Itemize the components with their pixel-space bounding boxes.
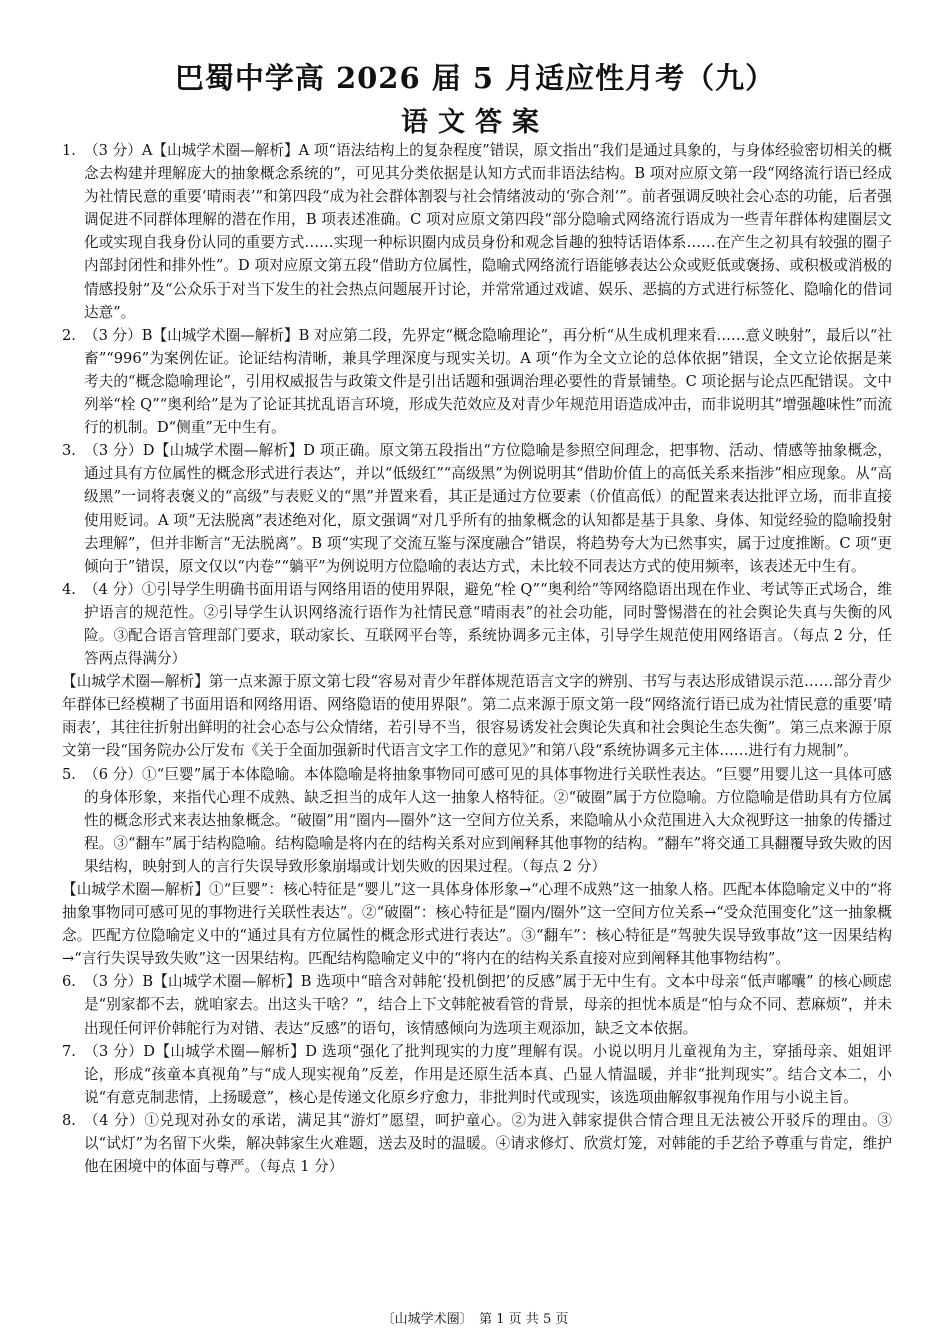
answer-text: （4 分）①引导学生明确书面用语与网络用语的使用界限，避免“栓 Q”“奥利给”等网络隐语出现在作业、考试等正式场合，维护语言的规范性。②引导学生认识网络流行语作为社情民意“晴雨表”的社会功能，同时警惕潜在的社会舆论失真与失衡的风险。③配合语言管理部门要求，联动家长、互联网平台等，系统协调多元主体，引导学生规范使用网络语言。（每点 2 分，任答两点得满分） bbox=[84, 580, 892, 668]
answer-number: 6. bbox=[62, 973, 76, 991]
page-title: 巴蜀中学高 2026 届 5 月适应性月考（九） bbox=[174, 61, 776, 95]
answer-list bbox=[62, 139, 892, 1178]
answer-analysis: 【山城学术圈—解析】①“巨婴”：核心特征是“婴儿”这一具体身体形象→“心理不成熟”这一抽象人格。匹配本体隐喻定义中的“将抽象事物同可感可见的事物进行关联性表达”。②“破圈”：核心特征是“圈内/圈外”这一空间方位关系→“受众范围变化”这一抽象概念。匹配方位隐喻定义中的“通过具有方位属性的概念形式进行表达”。③“翻车”：核心特征是“驾驶失误导致事故”这一因果结构→“言行失误导致失败”这一因果结构。匹配结构隐喻定义中的“将内在的结构关系直接对应到阐释其他事物结构”。 bbox=[62, 881, 892, 968]
answer-item-6 bbox=[62, 970, 892, 1039]
answer-item-2 bbox=[62, 324, 892, 439]
answer-item-1 bbox=[62, 139, 892, 324]
answer-text: （3 分）D【山城学术圈—解析】D 选项“强化了批判现实的力度”理解有误。小说以明月儿童视角为主，穿插母亲、姐姐评论，形成“孩童本真视角”与“成人现实视角”反差，作用是还原生活本真、凸显人情温暖，并非“批判现实”。结合文本二，小说“有意克制悲情，上扬暖意”，核心是传递文化原乡疗愈力，非批判时代或现实，该选项曲解叙事视角作用与小说主旨。 bbox=[84, 1042, 892, 1106]
answer-item-3 bbox=[62, 439, 892, 578]
answer-text: （3 分）B【山城学术圈—解析】B 选项中“暗含对韩舵‘投机倒把’的反感”属于无中生有。文本中母亲“低声嘟囔” 的核心顾虑是“别家都不去，就咱家去。出这头干啥？”，结合上下文韩舵被看管的背景，母亲的担忧本质是“怕与众不同、惹麻烦”，并未出现任何评价韩舵行为对错、表达“反感”的语句，该情感倾向为选项主观添加，缺乏文本依据。 bbox=[84, 973, 892, 1037]
answer-item-8 bbox=[62, 1109, 892, 1178]
answer-text: （3 分）D【山城学术圈—解析】D 项正确。原文第五段指出“方位隐喻是参照空间理念，把事物、活动、情感等抽象概念，通过具有方位属性的概念形式进行表达”，并以“低级红”“高级黑”为例说明其“借助价值上的高低关系来指涉”相应现象。从“高级黑”一词将表褒义的“高级”与表贬义的“黑”并置来看，其正是通过方位要素（价值高低）的配置来表达批评立场，而非直接使用贬词。A 项“无法脱离”表述绝对化，原文强调“对几乎所有的抽象概念的认知都是基于具象、身体、知觉经验的隐喻投射去理解”，但并非断言“无法脱离”。B 项“实现了交流互鉴与深度融合”错误，将趋势夸大为已然事实，属于过度推断。C 项“更倾向于”错误，原文仅以“内卷”“躺平”为例说明方位隐喻的表达方式，未比较不同表达方式的使用频率，该表述无中生有。 bbox=[84, 442, 892, 575]
answer-item-7 bbox=[62, 1040, 892, 1109]
answer-number: 3. bbox=[62, 442, 76, 460]
answer-number: 2. bbox=[62, 326, 76, 344]
subject-title: 语文答案 bbox=[401, 107, 549, 138]
answer-number: 5. bbox=[62, 765, 76, 783]
answer-number: 1. bbox=[62, 142, 76, 159]
answer-text: （4 分）①兑现对孙女的承诺，满足其“游灯”愿望，呵护童心。②为进入韩家提供合情合理且无法被公开驳斥的理由。③以“试灯”为名留下火柴，解决韩家生火难题，送去及时的温暖。④请求修灯、欣赏灯笼，对韩能的手艺给予尊重与肯定，维护他在困境中的体面与尊严。（每点 1 分） bbox=[84, 1111, 892, 1176]
answer-text: （3 分）B【山城学术圈—解析】B 对应第二段，先界定“概念隐喻理论”，再分析“从生成机理来看……意义映射”，最后以“社畜”“996”为案例佐证。论证结构清晰，兼具学理深度与现实关切。A 项“作为全文立论的总体依据”错误，全文立论依据是莱考夫的“概念隐喻理论”，引用权威报告与政策文件是引出话题和强调治理必要性的背景铺垫。C 项论据与论点匹配错误。文中列举“栓 Q”“奥利给”是为了论证其扰乱语言环境，形成失范效应及对青少年规范用语造成冲击，而非说明其“增强趣味性”而流行的机制。D“侧重”无中生有。 bbox=[84, 326, 892, 437]
answer-text: （6 分）①“巨婴”属于本体隐喻。本体隐喻是将抽象事物同可感可见的具体事物进行关联性表达。“巨婴”用婴儿这一具体可感的身体形象，来指代心理不成熟、缺乏担当的成年人这一抽象人格特征。②“破圈”属于方位隐喻。方位隐喻是借助具有方位属性的概念形式来表达抽象概念。“破圈”用“圈内—圈外”这一空间方位关系，来隐喻从小众范围进入大众视野这一抽象的传播过程。③“翻车”属于结构隐喻。结构隐喻是将内在的结构关系对应到阐释其他事物的结构。“翻车”将交通工具翻覆导致失败的因果结构，映射到人的言行失误导致形象崩塌或计划失败的因果过程。（每点 2 分） bbox=[84, 765, 892, 875]
answer-number: 8. bbox=[62, 1111, 76, 1129]
answer-text: （3 分）A【山城学术圈—解析】A 项“语法结构上的复杂程度”错误，原文指出“我们是通过具象的，与身体经验密切相关的概念去构建并理解庞大的抽象概念系统的”，可见其分类依据是认知方式而非语法结构。B 项对应原文第一段“网络流行语已经成为社情民意的重要‘晴雨表’”和第四段“成为社会群体割裂与社会情绪波动的‘弥合剂’”。前者强调反映社会心态的功能，后者强调促进不同群体理解的潜在作用，B 项表述准确。C 项对应原文第四段“部分隐喻式网络流行语成为一些青年群体构建圈层文化或实现自我身份认同的重要方式……实现一种标识圈内成员身份和观念旨趣的独特话语体系……在产生之初具有较强的圈子内部封闭性和排外性”。D 项对应原文第五段“借助方位属性，隐喻式网络流行语能够表达公众或贬低或褒扬、或积极或消极的情感投射”及“公众乐于对当下发生的社会热点问题展开讨论，并常常通过戏谑、娱乐、恶搞的方式进行标签化、隐喻化的借词达意”。 bbox=[84, 142, 892, 321]
answer-number: 4. bbox=[62, 580, 76, 598]
answer-item-4 bbox=[62, 578, 892, 763]
answer-analysis: 【山城学术圈—解析】第一点来源于原文第七段“容易对青少年群体规范语言文字的辨别、书写与表达形成错误示范……部分青少年群体已经模糊了书面用语和网络用语、网络隐语的使用界限”。第二点来源于原文第一段“网络流行语已成为社情民意的重要‘晴雨表’，其往往折射出鲜明的社会心态与公众情绪，若引导不当，很容易诱发社会舆论失真和社会舆论生态失衡”。第三点来源于原文第一段“国务院办公厅发布《关于全面加强新时代语言文字工作的意见》”和第八段“系统协调多元主体……进行有力规制”。 bbox=[62, 673, 892, 760]
answer-number: 7. bbox=[62, 1042, 76, 1060]
answer-item-5 bbox=[62, 763, 892, 971]
page-footer: 〔山城学术圈〕 第 1 页 共 5 页 bbox=[381, 1312, 569, 1327]
